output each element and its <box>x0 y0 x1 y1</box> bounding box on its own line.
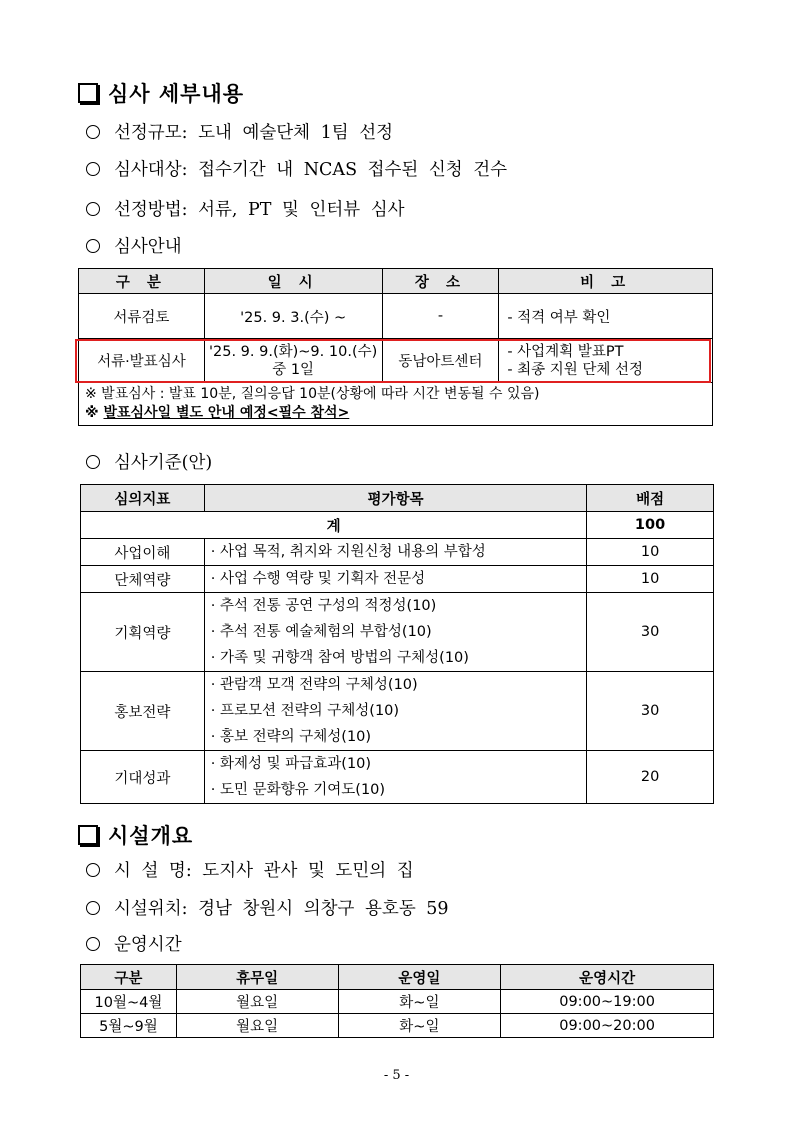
checkbox-square-icon <box>78 83 98 103</box>
table-row <box>81 539 714 566</box>
criteria-item: · 가족 및 귀향객 참여 방법의 구체성(10) <box>210 650 469 666</box>
criteria-index: 기대성과 <box>81 751 205 804</box>
header-cell: 구분 <box>81 965 177 990</box>
circle-bullet-icon <box>86 937 100 951</box>
bullet-item: 심사기준(안) <box>86 449 212 474</box>
schedule-note: - 적격 여부 확인 <box>499 294 713 339</box>
header-cell: 운영일 <box>338 965 501 990</box>
hours-open: 화~일 <box>338 990 501 1014</box>
page-number: - 5 - <box>383 1068 410 1083</box>
header-cell: 운영시간 <box>501 965 714 990</box>
note-text: ※ 발표심사 : 발표 10분, 질의응답 10분(상황에 따라 시간 변동될 수 있음) <box>85 386 540 402</box>
table-row <box>81 566 714 593</box>
criteria-item: · 사업 수행 역량 및 기획자 전문성 <box>204 566 586 593</box>
hours-open: 화~일 <box>338 1014 501 1038</box>
hours-closed: 월요일 <box>176 990 338 1014</box>
table-row <box>79 339 713 383</box>
criteria-item: · 추석 전통 공연 구성의 적정성(10) <box>210 598 437 614</box>
total-row <box>81 512 714 539</box>
table-header-row <box>81 965 714 990</box>
header-cell: 비 고 <box>499 269 713 294</box>
header-cell: 장 소 <box>382 269 499 294</box>
note-line: - 최종 지원 단체 선정 <box>507 361 644 378</box>
header-cell: 구 분 <box>79 269 205 294</box>
section-title: 시설개요 <box>108 824 194 848</box>
table-header-row <box>81 485 714 512</box>
criteria-item: · 사업 목적, 취지와 지원신청 내용의 부합성 <box>204 539 586 566</box>
note-emphasis: ※ 발표심사일 별도 안내 예정<필수 참석> <box>85 405 350 421</box>
criteria-item: · 화제성 및 파급효과(10) <box>210 756 372 772</box>
criteria-table <box>80 484 714 804</box>
table-row <box>81 1014 714 1038</box>
operating-hours-table <box>80 964 714 1038</box>
table-row <box>81 593 714 672</box>
bullet-item: 운영시간 <box>86 931 182 956</box>
schedule-place: 동남아트센터 <box>382 339 499 383</box>
hours-period: 10월~4월 <box>81 990 177 1014</box>
circle-bullet-icon <box>86 455 100 469</box>
criteria-item: · 홍보 전략의 구체성(10) <box>210 729 372 745</box>
schedule-place: - <box>382 294 499 339</box>
circle-bullet-icon <box>86 125 100 139</box>
circle-bullet-icon <box>86 162 100 176</box>
criteria-items <box>204 672 586 751</box>
date-line: '25. 9. 9.(화)~9. 10.(수) <box>209 343 378 360</box>
table-row <box>81 672 714 751</box>
date-line: 중 1일 <box>272 361 315 378</box>
header-cell: 배점 <box>587 485 714 512</box>
bullet-item: 시설위치: 경남 창원시 의창구 용호동 59 <box>86 895 449 920</box>
hours-closed: 월요일 <box>176 1014 338 1038</box>
header-cell: 심의지표 <box>81 485 205 512</box>
schedule-note <box>499 339 713 383</box>
criteria-score: 10 <box>587 566 714 593</box>
criteria-score: 30 <box>587 672 714 751</box>
circle-bullet-icon <box>86 901 100 915</box>
schedule-notes <box>79 383 713 426</box>
table-row <box>81 751 714 804</box>
schedule-date <box>204 339 382 383</box>
criteria-item: · 관람객 모객 전략의 구체성(10) <box>210 677 418 693</box>
table-header-row <box>79 269 713 294</box>
section-title: 심사 세부내용 <box>108 82 245 106</box>
criteria-score: 30 <box>587 593 714 672</box>
header-cell: 일 시 <box>204 269 382 294</box>
total-label: 계 <box>81 512 587 539</box>
circle-bullet-icon <box>86 239 100 253</box>
note-line: - 사업계획 발표PT <box>507 343 624 360</box>
criteria-index: 사업이해 <box>81 539 205 566</box>
table-note-row <box>79 383 713 426</box>
total-value: 100 <box>587 512 714 539</box>
bullet-item: 선정방법: 서류, PT 및 인터뷰 심사 <box>86 196 405 221</box>
table-row <box>81 990 714 1014</box>
criteria-item: · 프로모션 전략의 구체성(10) <box>210 703 400 719</box>
header-cell: 평가항목 <box>204 485 586 512</box>
criteria-items <box>204 593 586 672</box>
header-cell: 휴무일 <box>176 965 338 990</box>
circle-bullet-icon <box>86 202 100 216</box>
criteria-score: 20 <box>587 751 714 804</box>
schedule-type: 서류검토 <box>79 294 205 339</box>
bullet-item: 시 설 명: 도지사 관사 및 도민의 집 <box>86 857 414 882</box>
schedule-type: 서류·발표심사 <box>79 339 205 383</box>
bullet-item: 심사대상: 접수기간 내 NCAS 접수된 신청 건수 <box>86 156 507 181</box>
criteria-item: · 도민 문화향유 기여도(10) <box>210 782 386 798</box>
criteria-items <box>204 751 586 804</box>
criteria-index: 홍보전략 <box>81 672 205 751</box>
criteria-index: 단체역량 <box>81 566 205 593</box>
review-schedule-table <box>78 268 713 426</box>
hours-period: 5월~9월 <box>81 1014 177 1038</box>
criteria-score: 10 <box>587 539 714 566</box>
hours-time: 09:00~20:00 <box>501 1014 714 1038</box>
criteria-index: 기획역량 <box>81 593 205 672</box>
criteria-item: · 추석 전통 예술체험의 부합성(10) <box>210 624 432 640</box>
schedule-date: '25. 9. 3.(수) ~ <box>204 294 382 339</box>
section-heading-review <box>78 78 244 108</box>
table-row <box>79 294 713 339</box>
section-heading-facility <box>78 820 193 850</box>
circle-bullet-icon <box>86 863 100 877</box>
checkbox-square-icon <box>78 825 98 845</box>
bullet-item: 선정규모: 도내 예술단체 1팀 선정 <box>86 119 393 144</box>
hours-time: 09:00~19:00 <box>501 990 714 1014</box>
bullet-item: 심사안내 <box>86 233 182 258</box>
